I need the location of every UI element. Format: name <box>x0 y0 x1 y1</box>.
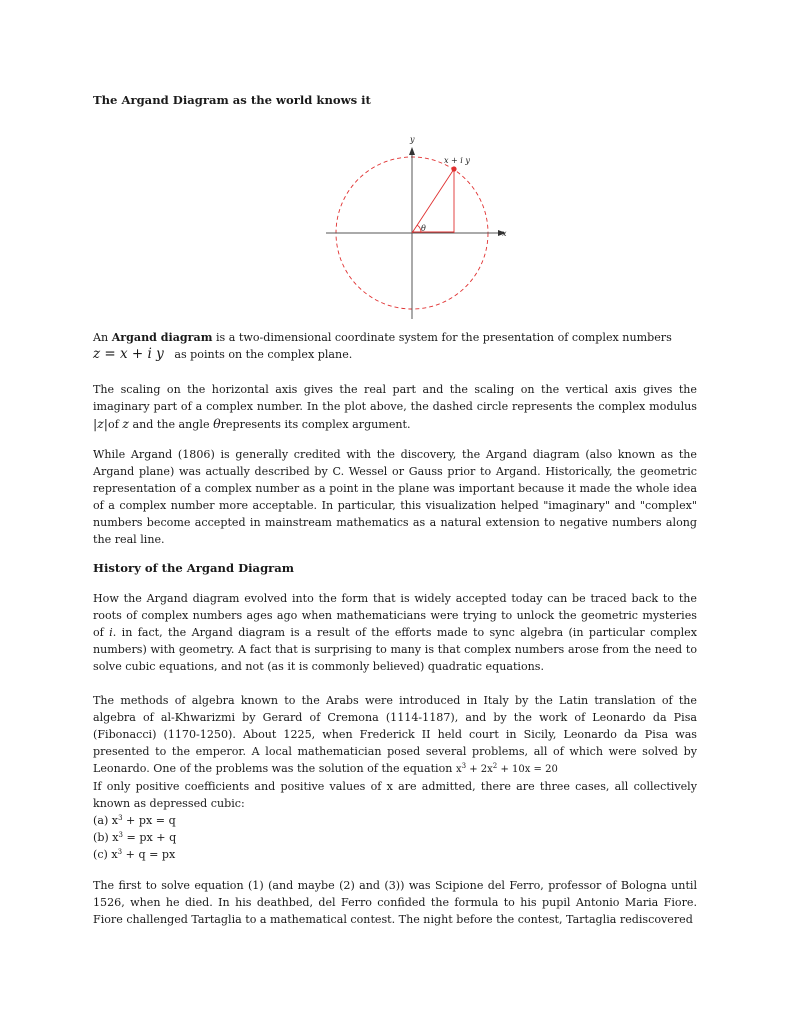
intro-formula: z = x + i y <box>93 346 164 362</box>
argand-history-paragraph: While Argand (1806) is generally credited with the discovery, the Argand diagram (also known as the Argand plane) was actually described by C. Wessel or Gauss prior to Argand. Historically, the geometric representation of a complex number as a point in the plane was important because it made the whole idea of a complex number more acceptable. In particular, this visualization helped "imaginary" and "complex" numbers become accepted in mainstream mathematics as a natural extension to negative numbers along the real line. <box>93 448 697 546</box>
intro-suffix: as points on the complex plane. <box>174 348 353 361</box>
history-paragraph-4: The first to solve equation (1) (and maybe (2) and (3)) was Scipione del Ferro, professor of Bologna until 1526, when he died. In his deathbed, del Ferro confided the formula to his pupil Antonio Maria Fiore. Fiore challenged Tartaglia to a mathematical contest. The night before the contest, Tartaglia rediscovered <box>93 879 697 926</box>
theta-symbol: θ <box>213 416 221 431</box>
scaling-of: of <box>108 418 119 431</box>
history-block-2 <box>93 692 697 863</box>
scaling-and-angle: and the angle <box>132 418 210 431</box>
history-1-i: i <box>109 626 113 639</box>
history-1b: . in fact, the Argand diagram is a result of the efforts made to sync algebra (in particular complex numbers) with geometry. A fact that is surprising to many is that complex numbers arose from the need to solve cubic equations, and not (as it is commonly believed) quadratic equations. <box>93 626 697 673</box>
point-label: x + i y <box>444 156 470 165</box>
intro-prefix: An <box>93 331 112 344</box>
intro-paragraph <box>93 329 697 363</box>
modulus-symbol: |z| <box>93 416 109 431</box>
history-paragraph-3: If only positive coefficients and positive values of x are admitted, there are three cases, all collectively known as depressed cubic: <box>93 780 697 810</box>
x-axis-label: x <box>502 229 507 238</box>
complex-point <box>451 166 456 171</box>
y-axis-label: y <box>410 135 415 144</box>
history-1a: How the Argand diagram evolved into the form that is widely accepted today can be traced back to the roots of complex numbers ages ago when mathematicians were trying to unlock the geometric mysteries of <box>93 592 697 639</box>
angle-label: θ <box>421 224 426 233</box>
scaling-paragraph <box>93 381 697 433</box>
argand-diagram-figure <box>324 131 514 321</box>
main-equation: $x^3 + 2x^2 + 10x = 20$ <box>455 762 558 775</box>
scaling-text-2: represents its complex argument. <box>220 418 411 431</box>
vector-line <box>412 169 454 233</box>
z-symbol: z <box>122 416 129 431</box>
history-paragraph-1 <box>93 590 697 675</box>
case-a: (a) $x^3$ + px = q <box>93 814 176 827</box>
scaling-text-1: The scaling on the horizontal axis gives the real part and the scaling on the vertical axis gives the imaginary part of a complex number. In the plot above, the dashed circle represents the complex modulus <box>93 383 697 413</box>
heading-argand-diagram: The Argand Diagram as the world knows it <box>93 93 371 107</box>
intro-text: is a two-dimensional coordinate system for the presentation of complex numbers <box>212 331 672 344</box>
history-paragraph-2: The methods of algebra known to the Arabs were introduced in Italy by the Latin translation of the algebra of al-Khwarizmi by Gerard of Cremona (1114-1187), and by the work of Leonardo da Pisa (Fibonacci) (1170-1250). About 1225, when Frederick II held court in Sicily, Leonardo da Pisa was presented to the emperor. A local mathematician posed several problems, all of which were solved by Leonardo. One of the problems was the solution of the equation <box>93 694 697 775</box>
y-axis-arrow <box>409 147 415 155</box>
heading-history: History of the Argand Diagram <box>93 561 295 575</box>
intro-term: Argand diagram <box>111 331 213 344</box>
case-c: (c) $x^3 + q$ = px <box>93 848 176 861</box>
case-b: (b) $x^3$ = px + q <box>93 831 177 844</box>
